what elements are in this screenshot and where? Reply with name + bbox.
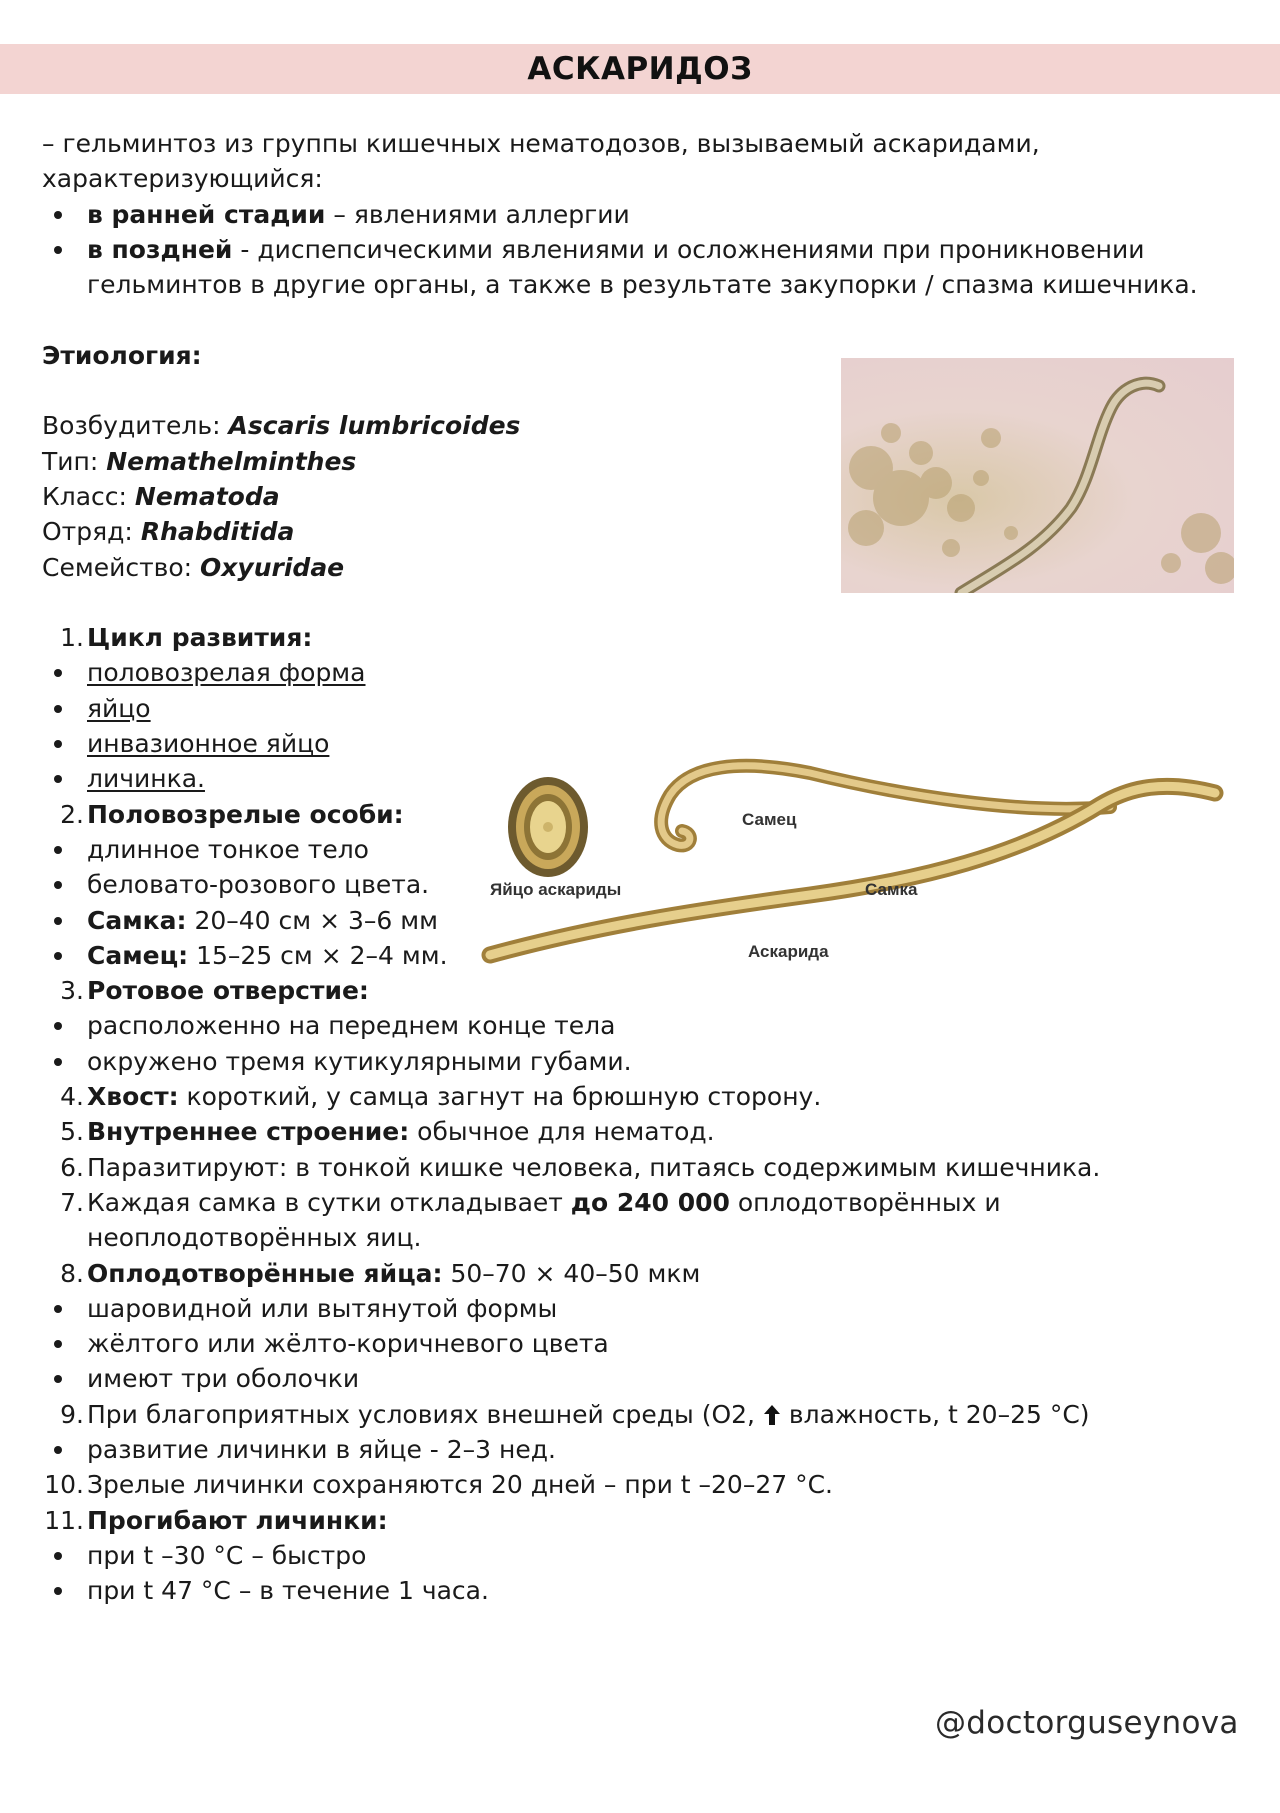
list-item: половозрелая форма bbox=[42, 655, 1242, 690]
taxonomy-row: Семейство: Oxyuridae bbox=[42, 552, 345, 582]
male-label: Самец bbox=[742, 810, 797, 829]
numbered-item: 9. При благоприятных условиях внешней среды (О2, влажность, t 20–25 °С) bbox=[60, 1399, 1090, 1429]
intro-line: характеризующийся: bbox=[42, 164, 323, 194]
list-item: при t 47 °С – в течение 1 часа. bbox=[42, 1573, 1242, 1608]
figure-caption: Аскарида bbox=[748, 942, 829, 961]
numbered-item: 2. Половозрелые особи: bbox=[60, 799, 404, 829]
egg-label: Яйцо аскариды bbox=[490, 880, 622, 899]
numbered-item: 7. Каждая самка в сутки откладывает до 240 000 оплодотворённых и bbox=[60, 1187, 1001, 1217]
document-body bbox=[42, 126, 1242, 1608]
list-item: имеют три оболочки bbox=[42, 1361, 1242, 1396]
numbered-item: 4. Хвост: короткий, у самца загнут на брюшную сторону. bbox=[60, 1082, 822, 1112]
list-item: в ранней стадии – явлениями аллергии bbox=[42, 197, 1242, 232]
list-item: развитие личинки в яйце - 2–3 нед. bbox=[42, 1432, 1242, 1467]
taxonomy-row: Класс: Nematoda bbox=[42, 481, 280, 511]
numbered-item: 6. Паразитируют: в тонкой кишке человека, питаясь содержимым кишечника. bbox=[60, 1152, 1101, 1182]
list-item-continuation: гельминтов в другие органы, а также в результате закупорки / спазма кишечника. bbox=[87, 270, 1198, 300]
numbered-item: 1. Цикл развития: bbox=[60, 623, 313, 653]
numbered-item: 3. Ротовое отверстие: bbox=[60, 976, 369, 1006]
numbered-item: 8. Оплодотворённые яйца: 50–70 × 40–50 мкм bbox=[60, 1258, 701, 1288]
list-item: жёлтого или жёлто-коричневого цвета bbox=[42, 1326, 1242, 1361]
section-heading: Этиология: bbox=[42, 340, 202, 370]
taxonomy-row: Отряд: Rhabditida bbox=[42, 517, 295, 547]
female-label: Самка bbox=[865, 880, 918, 899]
list-item: Самец: 15–25 см × 2–4 мм. bbox=[42, 938, 1242, 973]
list-item: яйцо bbox=[42, 691, 1242, 726]
list-item: Самка: 20–40 см × 3–6 мм bbox=[42, 903, 1242, 938]
intro-line: – гельминтоз из группы кишечных нематодозов, вызываемый аскаридами, bbox=[42, 129, 1040, 158]
title-bar bbox=[0, 44, 1280, 94]
numbered-item: 10. Зрелые личинки сохраняются 20 дней – при t –20–27 °С. bbox=[44, 1470, 833, 1500]
list-item: беловато-розового цвета. bbox=[42, 867, 1242, 902]
list-item: личинка. bbox=[42, 761, 1242, 796]
page-title: АСКАРИДОЗ bbox=[527, 51, 753, 87]
list-item: окружено тремя кутикулярными губами. bbox=[42, 1044, 1242, 1079]
numbered-item: 11. Прогибают личинки: bbox=[44, 1505, 388, 1535]
author-signature: @doctorguseynova bbox=[935, 1705, 1239, 1741]
numbered-item: 5. Внутреннее строение: обычное для нематод. bbox=[60, 1117, 715, 1147]
list-item: расположенно на переднем конце тела bbox=[42, 1008, 1242, 1043]
list-item: инвазионное яйцо bbox=[42, 726, 1242, 761]
taxonomy-row: Тип: Nemathelminthes bbox=[42, 446, 357, 476]
taxonomy-row: Возбудитель: Ascaris lumbricoides bbox=[42, 411, 521, 441]
list-item: длинное тонкое тело bbox=[42, 832, 1242, 867]
list-item: в поздней - диспепсическими явлениями и осложнениями при проникновении bbox=[42, 232, 1242, 267]
list-item: при t –30 °С – быстро bbox=[42, 1538, 1242, 1573]
list-item: шаровидной или вытянутой формы bbox=[42, 1291, 1242, 1326]
list-item-continuation: неоплодотворённых яиц. bbox=[87, 1223, 422, 1253]
arrow-up-icon bbox=[763, 1404, 781, 1426]
